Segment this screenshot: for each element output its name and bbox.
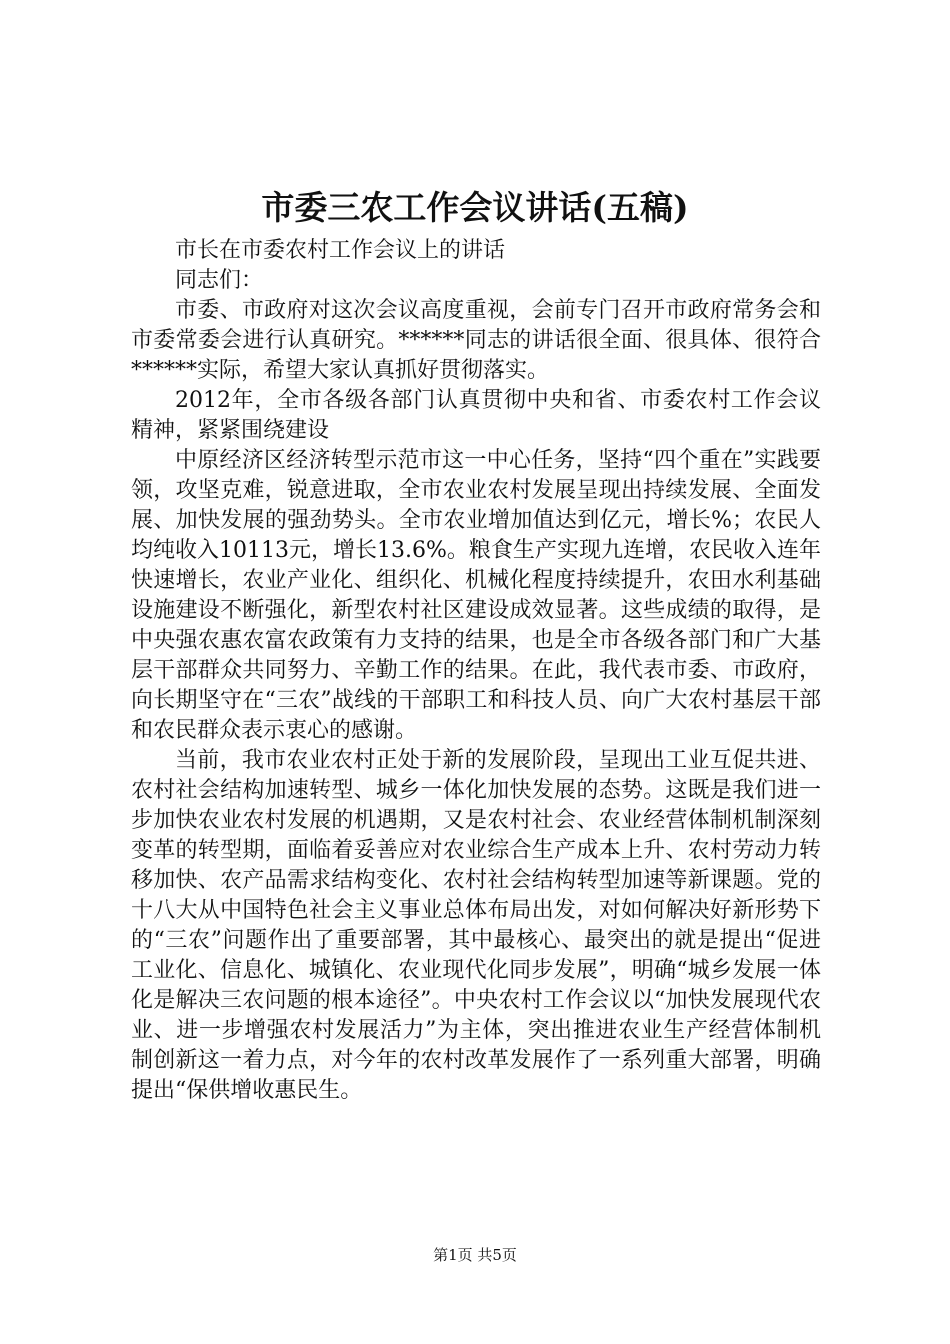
paragraph-heading-line: 市长在市委农村工作会议上的讲话 xyxy=(175,238,506,263)
paragraph-achievements: 中原经济区经济转型示范市这一中心任务，坚持“四个重在”实践要领，攻坚克难，锐意进取，全市农业农村发展呈现出持续发展、全面发展、加快发展的强劲势头。全市农业增加值达到亿元，增长%；农民人均纯收入10113元，增长13.6%。粮食生产实现九连增，农民收入连年快速增长，农业产业化、组织化、机械化程度持续提升，农田水利基础设施建设不断强化，新型农村社区建设成效显著。这些成绩的取得，是中央强农惠农富农政策有力支持的结果，也是全市各级各部门和广大基层干部群众共同努力、辛勤工作的结果。在此，我代表市委、市政府，向长期坚守在“三农”战线的干部职工和科技人员、向广大农村基层干部和农民群众表示衷心的感谢。 xyxy=(131,448,821,743)
document-body xyxy=(131,236,821,1106)
paragraph-salutation: 同志们： xyxy=(175,268,264,293)
document-title: 市委三农工作会议讲话(五稿) xyxy=(261,188,689,227)
paragraph-2012-summary: 2012年，全市各级各部门认真贯彻中央和省、市委农村工作会议精神，紧紧围绕建设 xyxy=(131,388,821,443)
paragraph-current-situation: 当前，我市农业农村正处于新的发展阶段，呈现出工业互促共进、农村社会结构加速转型、城乡一体化加快发展的态势。这既是我们进一步加快农业农村发展的机遇期，又是农村社会、农业经营体制机制深刻变革的转型期，面临着妥善应对农业综合生产成本上升、农村劳动力转移加快、农产品需求结构变化、农村社会结构转型加速等新课题。党的十八大从中国特色社会主义事业总体布局出发，对如何解决好新形势下的“三农”问题作出了重要部署，其中最核心、最突出的就是提出“促进工业化、信息化、城镇化、农业现代化同步发展”，明确“城乡发展一体化是解决三农问题的根本途径”。中央农村工作会议以“加快发展现代农业、进一步增强农村发展活力”为主体，突出推进农业生产经营体制机制创新这一着力点，对今年的农村改革发展作了一系列重大部署，明确提出“保供增收惠民生。 xyxy=(131,748,821,1103)
page-number-footer: 第1页 共5页 xyxy=(433,1246,517,1264)
paragraph-intro: 市委、市政府对这次会议高度重视，会前专门召开市政府常务会和市委常委会进行认真研究。******同志的讲话很全面、很具体、很符合******实际，希望大家认真抓好贯彻落实。 xyxy=(131,298,821,383)
